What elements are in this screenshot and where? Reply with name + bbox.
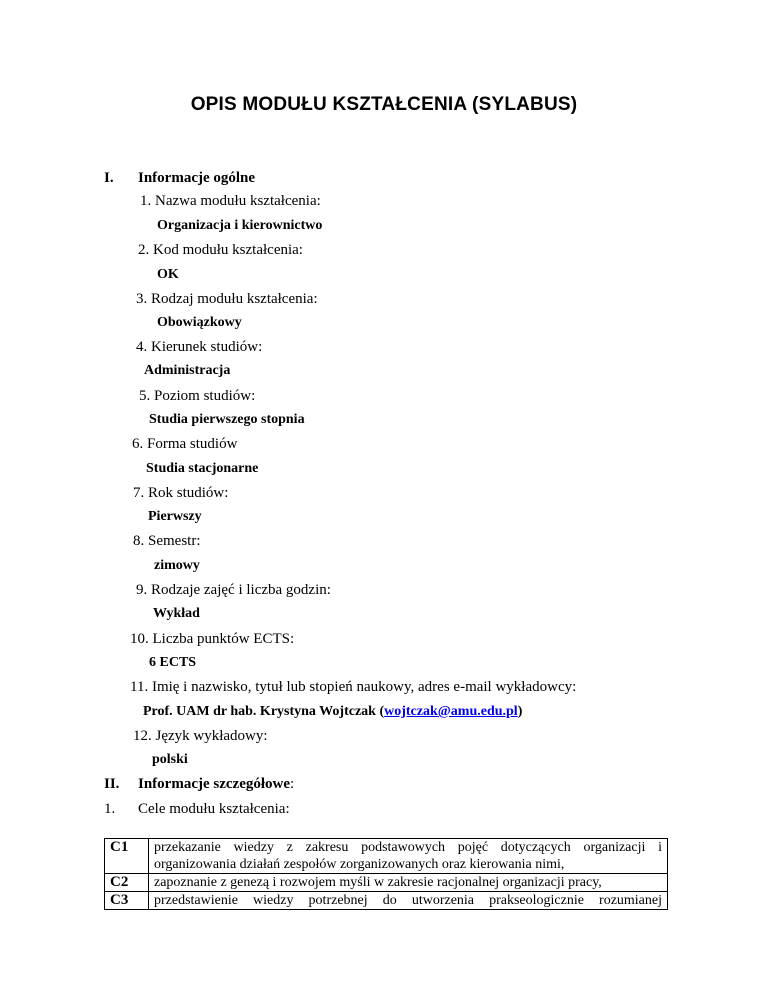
section-heading-text: Informacje szczegółowe xyxy=(138,776,291,792)
subsection-heading: Cele modułu kształcenia: xyxy=(138,801,290,817)
item-value: zimowy xyxy=(154,558,200,573)
item-value: Pierwszy xyxy=(148,509,202,524)
goal-text: przedstawienie wiedzy potrzebnej do utworzenia prakseologicznie rozumianej xyxy=(149,892,668,910)
item-label: 11. Imię i nazwisko, tytuł lub stopień naukowy, adres e-mail wykładowcy: xyxy=(130,679,577,695)
goals-table xyxy=(104,838,668,910)
item-value: Studia stacjonarne xyxy=(146,461,259,476)
item-label: 2. Kod modułu kształcenia: xyxy=(138,242,303,258)
page-title: OPIS MODUŁU KSZTAŁCENIA (SYLABUS) xyxy=(190,94,578,115)
item-value: Obowiązkowy xyxy=(157,315,242,330)
section-number: II. xyxy=(104,776,120,792)
goal-code: C3 xyxy=(105,892,149,910)
table-row xyxy=(105,874,668,892)
item-value: Studia pierwszego stopnia xyxy=(149,412,305,427)
item-label: 1. Nazwa modułu kształcenia: xyxy=(140,193,321,209)
lecturer-email-link[interactable]: wojtczak@amu.edu.pl xyxy=(384,704,518,719)
item-label: 12. Język wykładowy: xyxy=(133,728,268,744)
item-label: 9. Rodzaje zajęć i liczba godzin: xyxy=(136,582,331,598)
item-label: 6. Forma studiów xyxy=(132,436,238,452)
section-number: I. xyxy=(104,170,114,186)
goal-code: C2 xyxy=(105,874,149,892)
table-row xyxy=(105,839,668,874)
item-label: 5. Poziom studiów: xyxy=(139,388,256,404)
section-heading xyxy=(138,776,294,793)
goal-text-line: przekazanie wiedzy z zakresu podstawowych pojęć dotyczących organizacji i xyxy=(154,840,662,855)
section-heading-suffix: : xyxy=(290,776,295,792)
section-heading: Informacje ogólne xyxy=(138,170,256,186)
item-label: 10. Liczba punktów ECTS: xyxy=(130,631,295,647)
item-label: 4. Kierunek studiów: xyxy=(136,339,263,355)
item-value: OK xyxy=(157,267,179,282)
item-value: 6 ECTS xyxy=(149,655,197,670)
item-value: Wykład xyxy=(153,606,200,621)
item-label: 7. Rok studiów: xyxy=(133,485,229,501)
subsection-number: 1. xyxy=(104,801,116,817)
lecturer-name: Prof. UAM dr hab. Krystyna Wojtczak ( xyxy=(143,704,385,719)
item-label: 8. Semestr: xyxy=(133,533,201,549)
lecturer-info xyxy=(143,704,522,720)
goal-text-line: organizowania działań zespołów zorganizowanych oraz kierowania nimi, xyxy=(154,857,565,872)
goal-text xyxy=(149,839,668,874)
goal-text: zapoznanie z genezą i rozwojem myśli w zakresie racjonalnej organizacji pracy, xyxy=(149,874,668,892)
item-label: 3. Rodzaj modułu kształcenia: xyxy=(136,291,318,307)
goal-code: C1 xyxy=(105,839,149,874)
lecturer-name-end: ) xyxy=(517,704,523,719)
item-value: polski xyxy=(152,752,188,767)
item-value: Administracja xyxy=(144,363,231,378)
table-row xyxy=(105,892,668,910)
item-value: Organizacja i kierownictwo xyxy=(157,218,323,233)
